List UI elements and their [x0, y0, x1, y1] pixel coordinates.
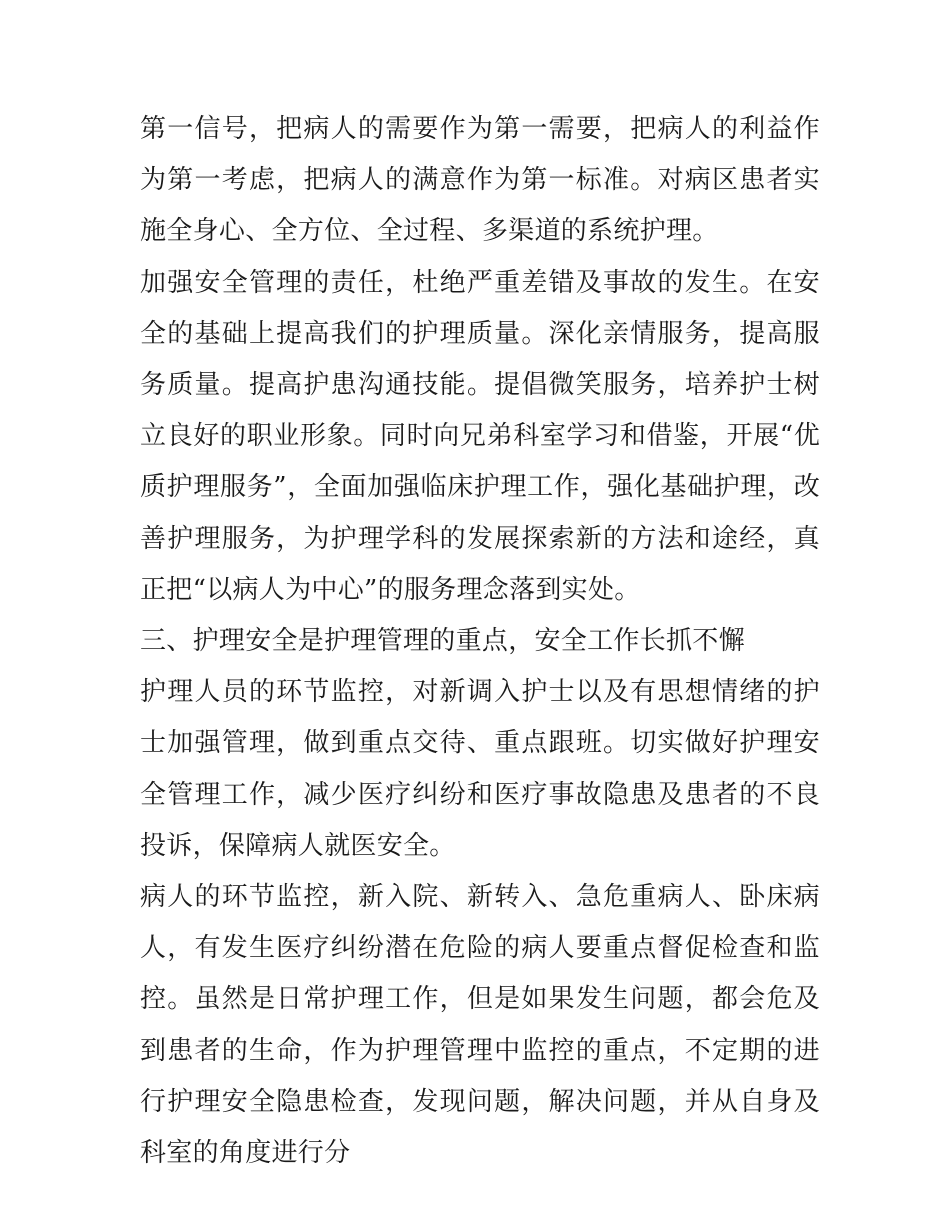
paragraph-patient-monitoring: 病人的环节监控，新入院、新转入、急危重病人、卧床病人，有发生医疗纠纷潜在危险的病人要重点督促检查和监控。虽然是日常护理工作，但是如果发生问题，都会危及到患者的生命，作为护理管理中监控的重点，不定期的进行护理安全隐患检查，发现问题，解决问题，并从自身及科室的角度进行分	[140, 882, 820, 1169]
paragraph-patient-first: 第一信号，把病人的需要作为第一需要，把病人的利益作为第一考虑，把病人的满意作为第一标准。对病区患者实施全身心、全方位、全过程、多渠道的系统护理。	[140, 114, 820, 247]
paragraph-safety-management: 加强安全管理的责任，杜绝严重差错及事故的发生。在安全的基础上提高我们的护理质量。深化亲情服务，提高服务质量。提高护患沟通技能。提倡微笑服务，培养护士树立良好的职业形象。同时向兄弟科室学习和借鉴，开展“优质护理服务”，全面加强临床护理工作，强化基础护理，改善护理服务，为护理学科的发展探索新的方法和途经，真正把“以病人为中心”的服务理念落到实处。	[140, 267, 820, 605]
paragraph-staff-monitoring: 护理人员的环节监控，对新调入护士以及有思想情绪的护士加强管理，做到重点交待、重点跟班。切实做好护理安全管理工作，减少医疗纠纷和医疗事故隐患及患者的不良投诉，保障病人就医安全。	[140, 677, 820, 861]
document-body	[140, 104, 820, 1179]
section-heading-nursing-safety: 三、护理安全是护理管理的重点，安全工作长抓不懈	[140, 626, 745, 657]
